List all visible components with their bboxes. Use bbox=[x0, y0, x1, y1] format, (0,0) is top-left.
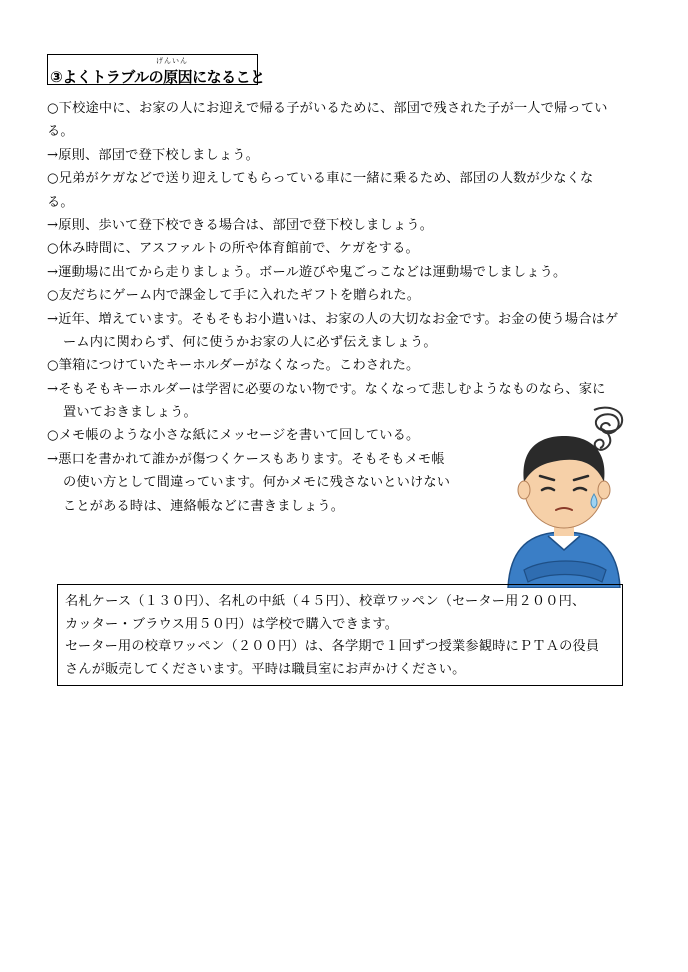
list-line: →原則、部団で登下校しましょう。 bbox=[47, 147, 260, 163]
list-line: →そもそもキーホルダーは学習に必要のない物です。なくなって悲しむようなものなら、家に bbox=[47, 381, 606, 397]
list-line: →運動場に出てから走りましょう。ボール遊びや鬼ごっこなどは運動場でしましょう。 bbox=[47, 264, 567, 280]
section-heading bbox=[47, 54, 265, 86]
list-line: →悪口を書かれて誰かが傷つくケースもあります。そもそもメモ帳 bbox=[47, 451, 445, 467]
list-line: る。 bbox=[47, 194, 74, 210]
list-line: ○友だちにゲーム内で課金して手に入れたギフトを贈られた。 bbox=[47, 288, 421, 304]
info-line: セーター用の校章ワッペン（２００円）は、各学期で１回ずつ授業参観時にＰＴＡの役員 bbox=[65, 639, 600, 654]
list-line: の使い方として間違っています。何かメモに残さないといけない bbox=[63, 475, 451, 491]
worried-boy-illustration bbox=[490, 398, 640, 588]
info-line: カッター・ブラウス用５０円）は学校で購入できます。 bbox=[65, 616, 399, 632]
scribble-icon bbox=[594, 408, 622, 450]
list-line: ことがある時は、連絡帳などに書きましょう。 bbox=[63, 498, 345, 514]
list-line: ○筆箱につけていたキーホルダーがなくなった。こわされた。 bbox=[47, 358, 420, 374]
list-line: 置いておきましょう。 bbox=[63, 405, 197, 421]
heading-title: ③よくトラブルの原因になること bbox=[50, 68, 265, 86]
heading-ruby: げんいん bbox=[156, 57, 188, 65]
purchase-info-box bbox=[57, 584, 623, 686]
info-line: 名札ケース（１３０円）、名札の中紙（４５円）、校章ワッペン（セーター用２００円、 bbox=[65, 594, 586, 609]
list-line: ○メモ帳のような小さな紙にメッセージを書いて回している。 bbox=[47, 428, 420, 444]
info-line: さんが販売してくださいます。平時は職員室にお声かけください。 bbox=[65, 661, 466, 677]
list-line: →近年、増えています。そもそもお小遣いは、お家の人の大切なお金です。お金の使う場合はゲ bbox=[47, 311, 619, 327]
list-line: ○下校途中に、お家の人にお迎えで帰る子がいるために、部団で残された子が一人で帰ってい bbox=[47, 101, 608, 116]
list-line: ーム内に関わらず、何に使うかお家の人に必ず伝えましょう。 bbox=[63, 334, 437, 350]
list-line: ○休み時間に、アスファルトの所や体育館前で、ケガをする。 bbox=[47, 241, 419, 257]
list-line: る。 bbox=[47, 124, 74, 140]
list-line: →原則、歩いて登下校できる場合は、部団で登下校しましょう。 bbox=[47, 217, 434, 233]
list-line: ○兄弟がケガなどで送り迎えしてもらっている車に一緒に乗るため、部団の人数が少なくな bbox=[47, 171, 594, 187]
